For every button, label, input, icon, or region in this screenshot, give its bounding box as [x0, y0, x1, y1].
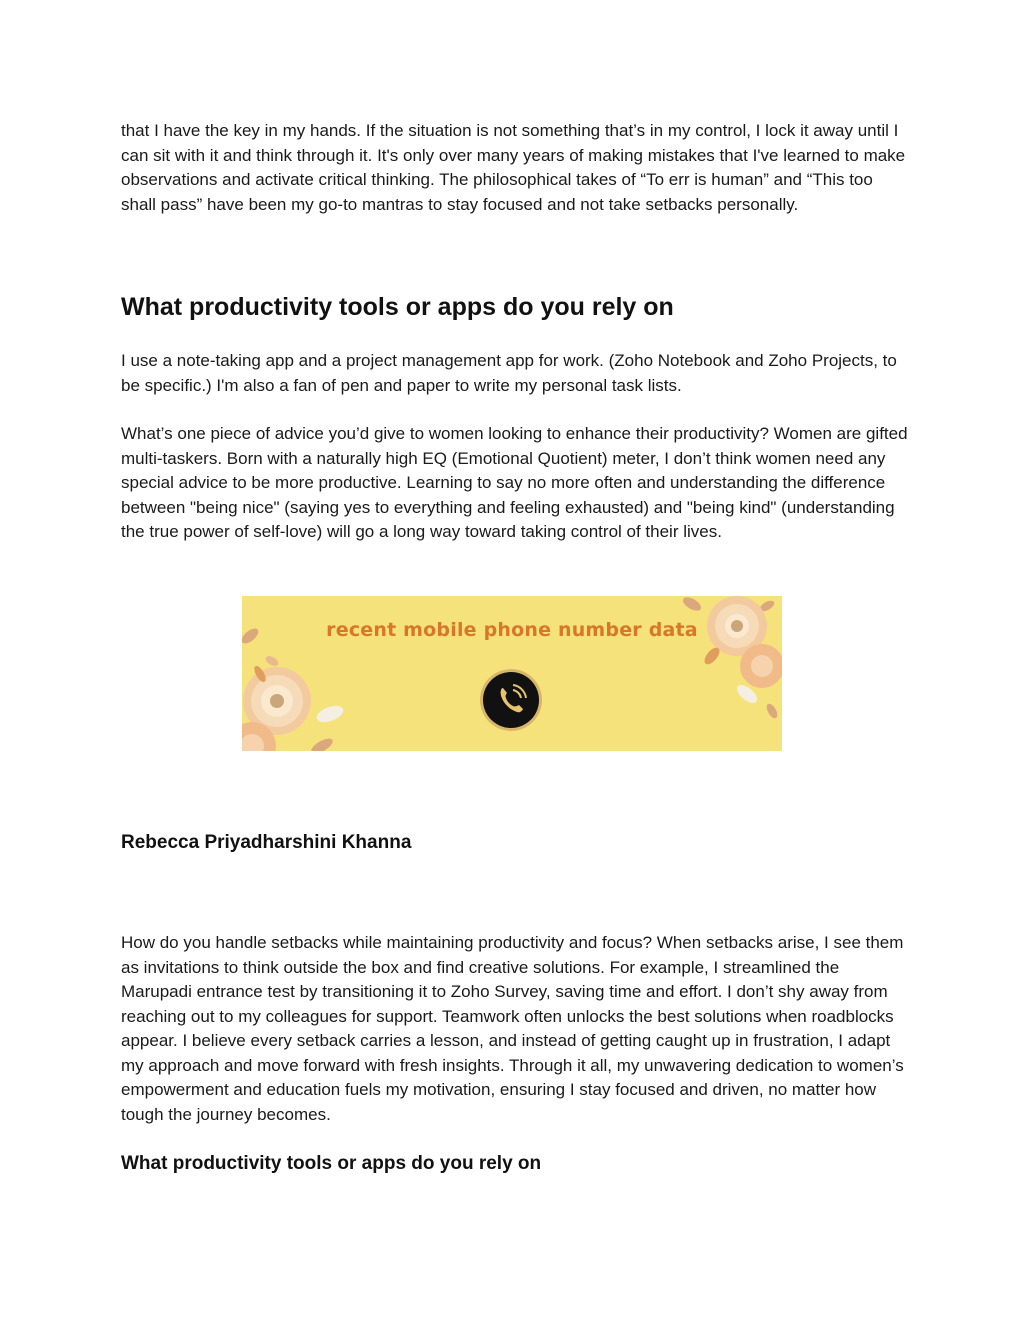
advice-paragraph: What’s one piece of advice you’d give to women looking to enhance their productivity? Women are gifted multi-taskers. Born with a naturally high EQ (Emotional Quotient) meter, I don’t think women need any special advice to be more productive. Learning to say no more often and understanding the difference between "being nice" (saying yes to everything and feeling exhausted) and "being kind" (understanding the true power of self-love) will go a long way toward taking control of their lives.	[121, 424, 908, 541]
phone-call-icon	[480, 669, 542, 731]
person-name-heading: Rebecca Priyadharshini Khanna	[121, 832, 412, 853]
setbacks-paragraph: How do you handle setbacks while maintaining productivity and focus? When setbacks arise, I see them as invitations to think outside the box and find creative solutions. For example, I streamlined the Marupadi entrance test by transitioning it to Zoho Survey, saving time and effort. I don’t shy away from reaching out to my colleagues for support. Teamwork often unlocks the best solutions when roadblocks appear. I believe every setback carries a lesson, and instead of getting caught up in frustration, I adapt my approach and move forward with fresh insights. Through it all, my unwavering dedication to women’s empowerment and education fuels my motivation, ensuring I stay focused and driven, no matter how tough the journey becomes.	[121, 933, 904, 1124]
section-heading-productivity-tools-2: What productivity tools or apps do you rely on	[121, 1153, 542, 1174]
section-heading-productivity-tools: What productivity tools or apps do you rely on	[121, 293, 674, 321]
intro-paragraph: that I have the key in my hands. If the situation is not something that’s in my control, I lock it away until I can sit with it and think through it. It's only over many years of making mistakes that I've learned to make observations and activate critical thinking. The philosophical takes of “To err is human” and “This too shall pass” have been my go-to mantras to stay focused and not take setbacks personally.	[121, 121, 906, 214]
tools-paragraph: I use a note-taking app and a project management app for work. (Zoho Notebook and Zoho Projects, to be specific.) I'm also a fan of pen and paper to write my personal task lists.	[121, 351, 897, 395]
banner-title: recent mobile phone number data	[326, 619, 698, 641]
promo-banner-image	[242, 596, 782, 751]
